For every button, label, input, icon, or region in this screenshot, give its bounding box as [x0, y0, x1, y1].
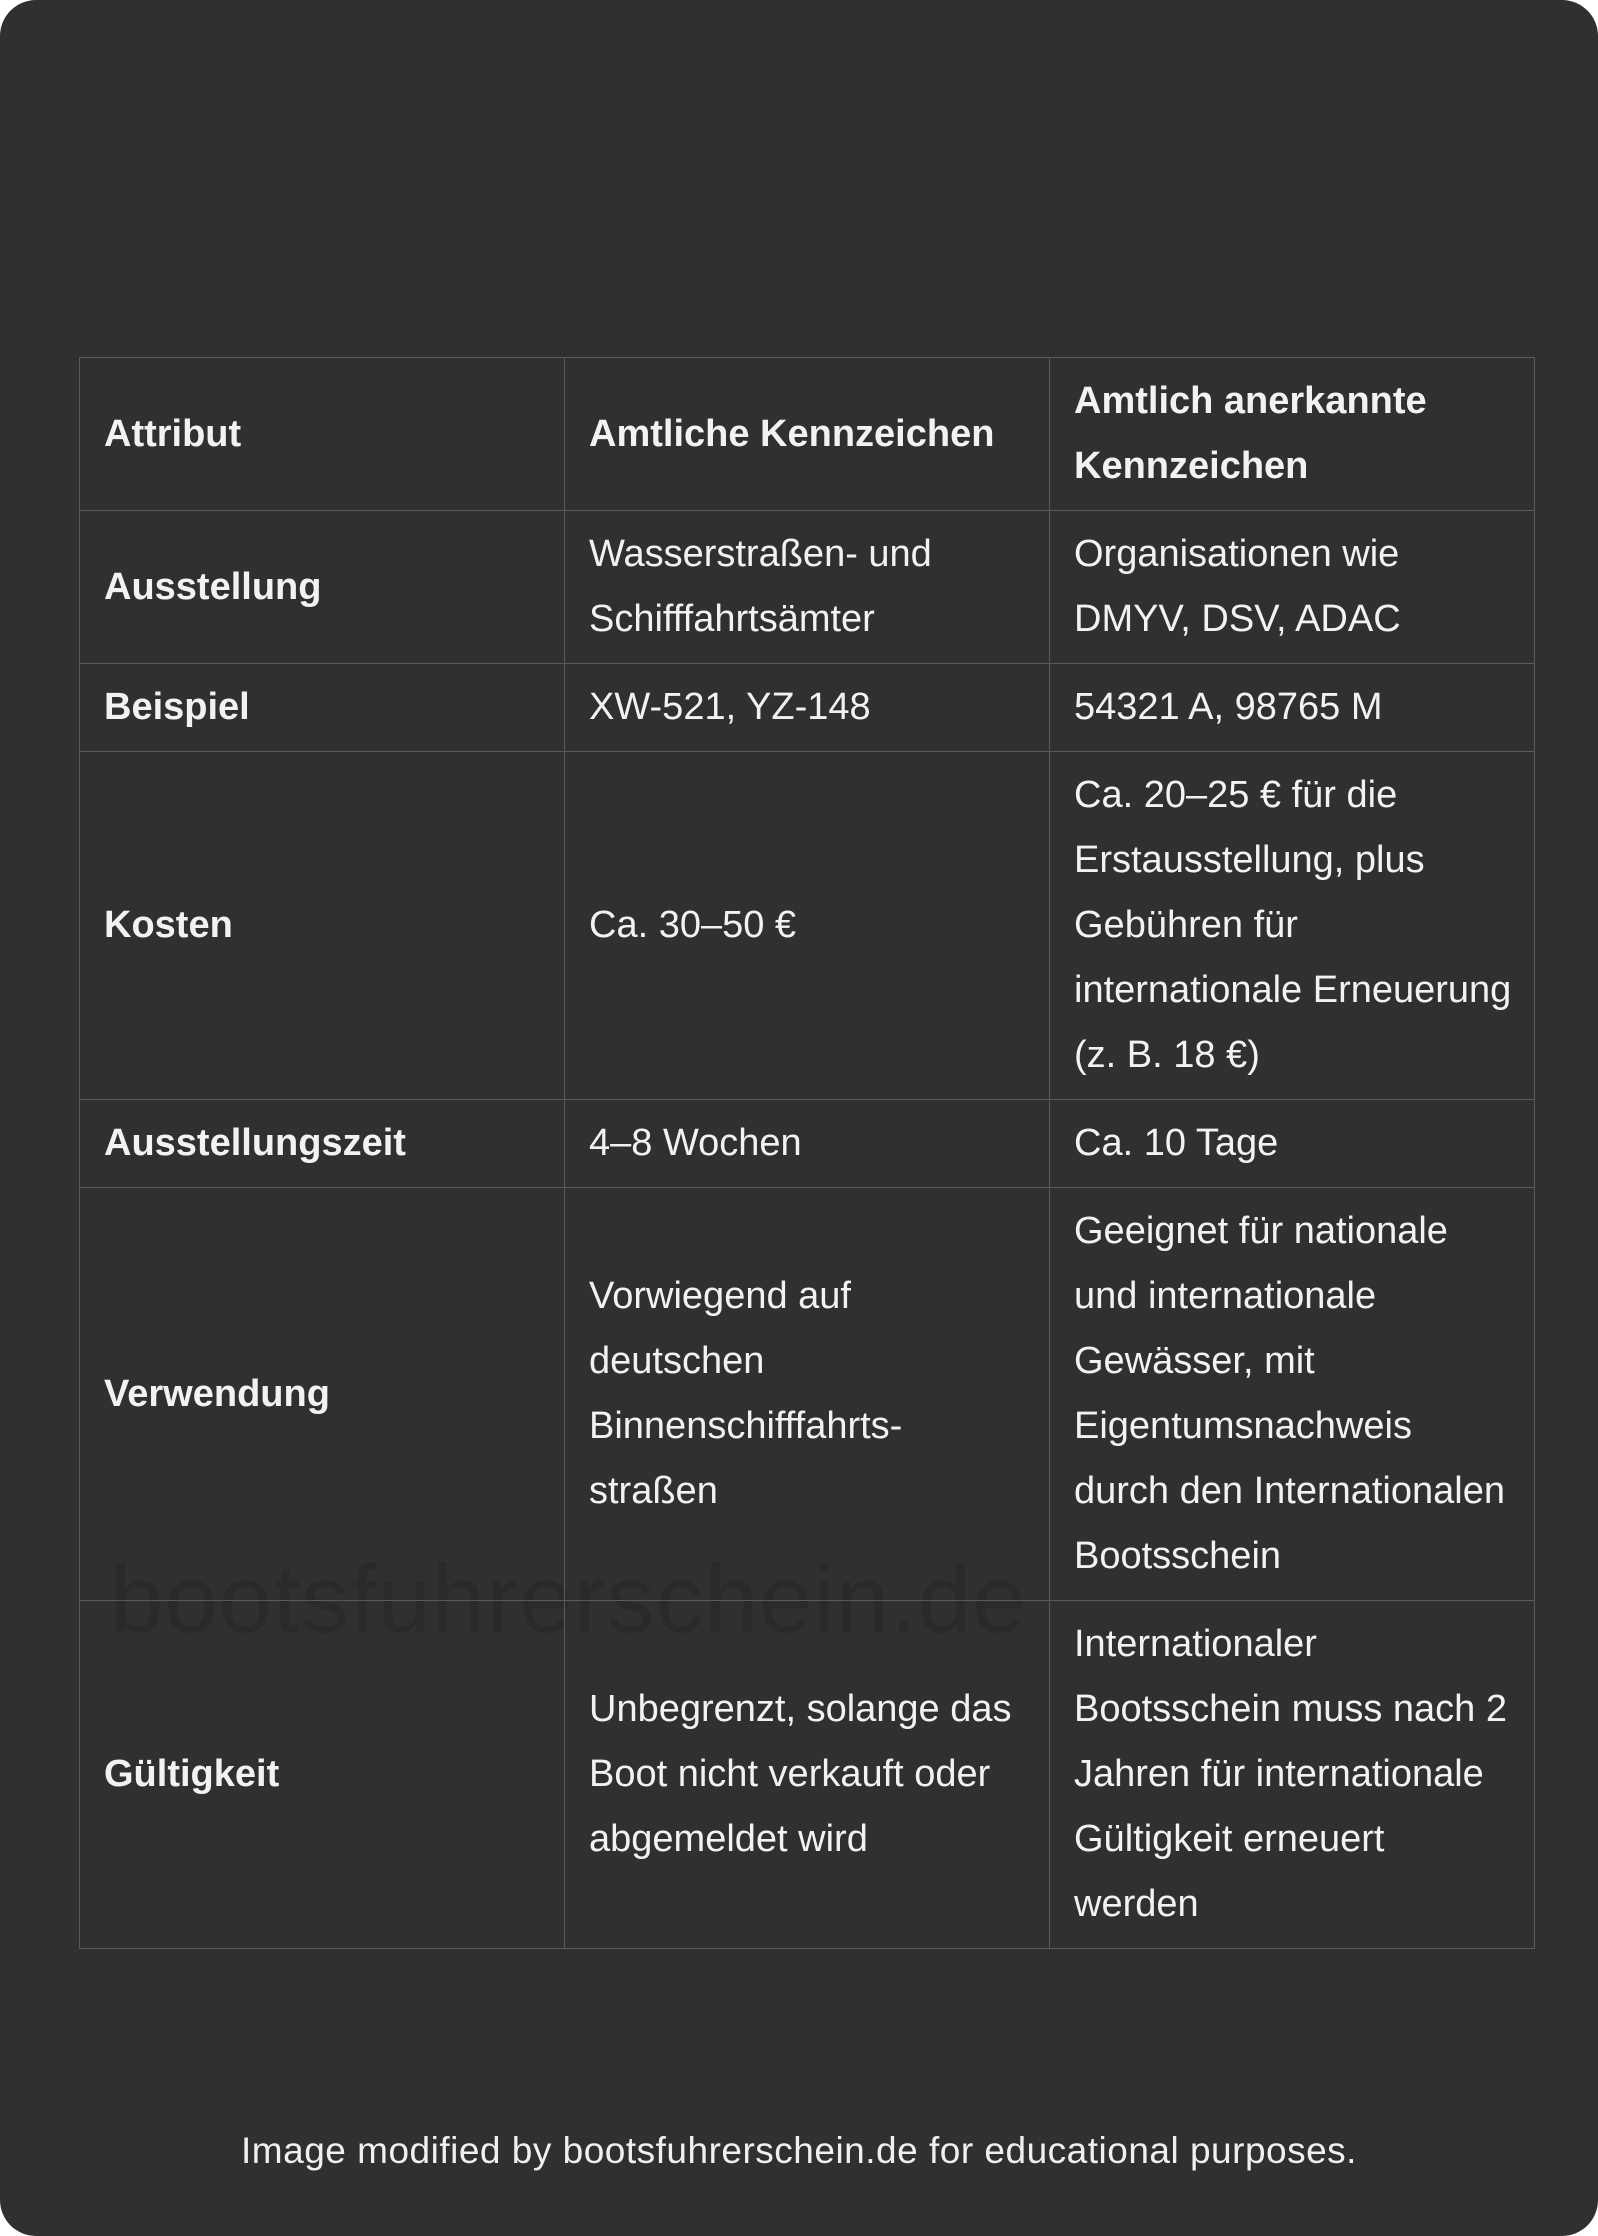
row-label-beispiel: Beispiel — [80, 664, 565, 752]
row-label-gueltigkeit: Gültigkeit — [80, 1601, 565, 1949]
comparison-table — [79, 357, 1535, 1949]
cell-anerkannt: Internationaler Bootsschein muss nach 2 Jahren für internationale Gültigkeit erneuert werden — [1050, 1601, 1535, 1949]
watermark-text: bootsfuhrerschein.de — [110, 1546, 1027, 1653]
table-row — [80, 664, 1535, 752]
cell-amtlich: Ca. 30–50 € — [565, 752, 1050, 1100]
cell-anerkannt: Ca. 10 Tage — [1050, 1100, 1535, 1188]
comparison-table-container — [79, 357, 1533, 1949]
table-row — [80, 1188, 1535, 1601]
header-amtliche-kennzeichen: Amtliche Kennzeichen — [565, 358, 1050, 511]
cell-anerkannt: Geeignet für nationale und internationale Gewässer, mit Eigentumsnachweis durch den Internationalen Bootsschein — [1050, 1188, 1535, 1601]
table-row — [80, 752, 1535, 1100]
row-label-ausstellungszeit: Ausstellungszeit — [80, 1100, 565, 1188]
row-label-verwendung: Verwendung — [80, 1188, 565, 1601]
cell-anerkannt: Organisationen wie DMYV, DSV, ADAC — [1050, 511, 1535, 664]
table-row — [80, 1100, 1535, 1188]
row-label-ausstellung: Ausstellung — [80, 511, 565, 664]
header-amtlich-anerkannte-kennzeichen: Amtlich anerkannte Kennzeichen — [1050, 358, 1535, 511]
cell-anerkannt: Ca. 20–25 € für die Erstausstellung, plus Gebühren für internationale Erneuerung (z. B. 18 €) — [1050, 752, 1535, 1100]
cell-anerkannt: 54321 A, 98765 M — [1050, 664, 1535, 752]
cell-amtlich: Vorwiegend auf deutschen Binnenschifffahrts-straßen — [565, 1188, 1050, 1601]
cell-amtlich: XW-521, YZ-148 — [565, 664, 1050, 752]
table-header-row — [80, 358, 1535, 511]
table-row — [80, 511, 1535, 664]
cell-amtlich: Wasserstraßen- und Schifffahrtsämter — [565, 511, 1050, 664]
table-row — [80, 1601, 1535, 1949]
cell-amtlich: 4–8 Wochen — [565, 1100, 1050, 1188]
header-attribut: Attribut — [80, 358, 565, 511]
footer-credit: Image modified by bootsfuhrerschein.de for educational purposes. — [241, 2130, 1357, 2171]
row-label-kosten: Kosten — [80, 752, 565, 1100]
cell-amtlich: Unbegrenzt, solange das Boot nicht verkauft oder abgemeldet wird — [565, 1601, 1050, 1949]
